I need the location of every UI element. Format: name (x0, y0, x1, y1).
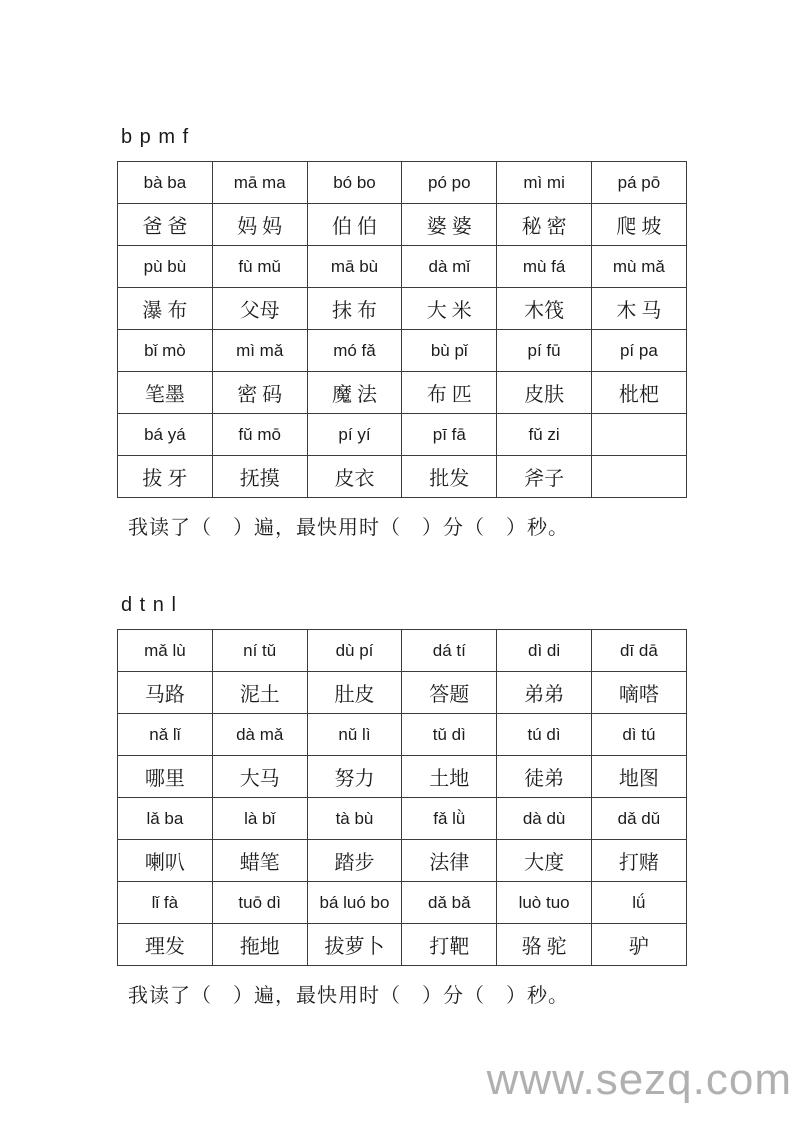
pinyin-cell: dì di (497, 630, 592, 672)
hanzi-cell: 肚皮 (307, 672, 402, 714)
pinyin-cell: tà bù (307, 798, 402, 840)
hanzi-cell: 皮肤 (497, 372, 592, 414)
pinyin-cell: dà mǎ (212, 714, 307, 756)
hanzi-cell (591, 456, 686, 498)
pinyin-row (118, 330, 687, 372)
pinyin-cell: tǔ dì (402, 714, 497, 756)
watermark-text: www.sezq.com (486, 1055, 792, 1104)
hanzi-cell: 抚摸 (212, 456, 307, 498)
pinyin-cell: dá tí (402, 630, 497, 672)
pinyin-cell (591, 414, 686, 456)
hanzi-cell: 驴 (591, 924, 686, 966)
word-table-dtnl (117, 629, 687, 966)
hanzi-cell: 大马 (212, 756, 307, 798)
pinyin-row (118, 882, 687, 924)
pinyin-cell: fǎ lǜ (402, 798, 497, 840)
pinyin-cell: bá yá (118, 414, 213, 456)
pinyin-cell: fù mǔ (212, 246, 307, 288)
pinyin-cell: pù bù (118, 246, 213, 288)
hanzi-row (118, 372, 687, 414)
hanzi-cell: 爬 坡 (591, 204, 686, 246)
hanzi-cell: 妈 妈 (212, 204, 307, 246)
pinyin-cell: fǔ zi (497, 414, 592, 456)
pinyin-cell: dǎ dǔ (591, 798, 686, 840)
reading-record-line: 我读了（ ）遍，最快用时（ ）分（ ）秒。 (128, 985, 569, 1007)
section-title-bpmf: b p m f (121, 126, 190, 148)
hanzi-cell: 土地 (402, 756, 497, 798)
hanzi-cell: 婆 婆 (402, 204, 497, 246)
hanzi-cell: 木 马 (591, 288, 686, 330)
hanzi-cell: 踏步 (307, 840, 402, 882)
hanzi-cell: 弟弟 (497, 672, 592, 714)
hanzi-cell: 父母 (212, 288, 307, 330)
pinyin-cell: dù pí (307, 630, 402, 672)
pinyin-cell: tuō dì (212, 882, 307, 924)
hanzi-cell: 拔萝卜 (307, 924, 402, 966)
pinyin-cell: lǎ ba (118, 798, 213, 840)
pinyin-cell: bǐ mò (118, 330, 213, 372)
hanzi-cell: 木筏 (497, 288, 592, 330)
pinyin-cell: pī fā (402, 414, 497, 456)
pinyin-cell: ní tǔ (212, 630, 307, 672)
hanzi-cell: 秘 密 (497, 204, 592, 246)
hanzi-cell: 喇叭 (118, 840, 213, 882)
pinyin-cell: dà mǐ (402, 246, 497, 288)
pinyin-cell: fǔ mō (212, 414, 307, 456)
hanzi-cell: 拔 牙 (118, 456, 213, 498)
hanzi-cell: 嘀嗒 (591, 672, 686, 714)
hanzi-cell: 魔 法 (307, 372, 402, 414)
pinyin-cell: pá pō (591, 162, 686, 204)
hanzi-cell: 瀑 布 (118, 288, 213, 330)
pinyin-cell: pí pa (591, 330, 686, 372)
hanzi-cell: 理发 (118, 924, 213, 966)
pinyin-cell: là bǐ (212, 798, 307, 840)
hanzi-row (118, 288, 687, 330)
pinyin-cell: bà ba (118, 162, 213, 204)
hanzi-cell: 抹 布 (307, 288, 402, 330)
hanzi-cell: 哪里 (118, 756, 213, 798)
hanzi-row (118, 672, 687, 714)
pinyin-cell: mā bù (307, 246, 402, 288)
hanzi-cell: 答题 (402, 672, 497, 714)
pinyin-row (118, 714, 687, 756)
hanzi-cell: 打靶 (402, 924, 497, 966)
hanzi-cell: 枇杷 (591, 372, 686, 414)
pinyin-cell: nǔ lì (307, 714, 402, 756)
pinyin-cell: mā ma (212, 162, 307, 204)
pinyin-cell: mì mi (497, 162, 592, 204)
pinyin-cell: dì tú (591, 714, 686, 756)
hanzi-row (118, 204, 687, 246)
hanzi-row (118, 924, 687, 966)
pinyin-cell: luò tuo (497, 882, 592, 924)
pinyin-cell: mù fá (497, 246, 592, 288)
pinyin-cell: dī dā (591, 630, 686, 672)
hanzi-cell: 布 匹 (402, 372, 497, 414)
hanzi-cell: 地图 (591, 756, 686, 798)
pinyin-row (118, 630, 687, 672)
pinyin-cell: pó po (402, 162, 497, 204)
hanzi-row (118, 756, 687, 798)
hanzi-cell: 努力 (307, 756, 402, 798)
section-bpmf (117, 126, 686, 540)
hanzi-cell: 斧子 (497, 456, 592, 498)
pinyin-cell: mǎ lù (118, 630, 213, 672)
hanzi-cell: 蜡笔 (212, 840, 307, 882)
hanzi-row (118, 840, 687, 882)
hanzi-cell: 拖地 (212, 924, 307, 966)
pinyin-cell: nǎ lǐ (118, 714, 213, 756)
pinyin-cell: lǘ (591, 882, 686, 924)
pinyin-row (118, 246, 687, 288)
section-dtnl (117, 594, 686, 1008)
pinyin-cell: dà dù (497, 798, 592, 840)
pinyin-row (118, 162, 687, 204)
pinyin-cell: pí fū (497, 330, 592, 372)
pinyin-cell: mù mǎ (591, 246, 686, 288)
pinyin-cell: mó fǎ (307, 330, 402, 372)
hanzi-row (118, 456, 687, 498)
pinyin-cell: mì mǎ (212, 330, 307, 372)
hanzi-cell: 大度 (497, 840, 592, 882)
hanzi-cell: 徒弟 (497, 756, 592, 798)
hanzi-cell: 皮衣 (307, 456, 402, 498)
reading-record-line: 我读了（ ）遍，最快用时（ ）分（ ）秒。 (128, 517, 569, 539)
hanzi-cell: 爸 爸 (118, 204, 213, 246)
hanzi-cell: 打赌 (591, 840, 686, 882)
pinyin-cell: lǐ fà (118, 882, 213, 924)
hanzi-cell: 大 米 (402, 288, 497, 330)
pinyin-cell: bá luó bo (307, 882, 402, 924)
pinyin-cell: bó bo (307, 162, 402, 204)
pinyin-cell: tú dì (497, 714, 592, 756)
hanzi-cell: 泥土 (212, 672, 307, 714)
pinyin-row (118, 414, 687, 456)
hanzi-cell: 批发 (402, 456, 497, 498)
word-table-bpmf (117, 161, 687, 498)
pinyin-cell: dǎ bǎ (402, 882, 497, 924)
section-title-dtnl: d t n l (121, 594, 177, 616)
hanzi-cell: 笔墨 (118, 372, 213, 414)
pinyin-row (118, 798, 687, 840)
hanzi-cell: 马路 (118, 672, 213, 714)
pinyin-cell: pí yí (307, 414, 402, 456)
hanzi-cell: 伯 伯 (307, 204, 402, 246)
hanzi-cell: 密 码 (212, 372, 307, 414)
pinyin-cell: bù pǐ (402, 330, 497, 372)
hanzi-cell: 法律 (402, 840, 497, 882)
hanzi-cell: 骆 驼 (497, 924, 592, 966)
